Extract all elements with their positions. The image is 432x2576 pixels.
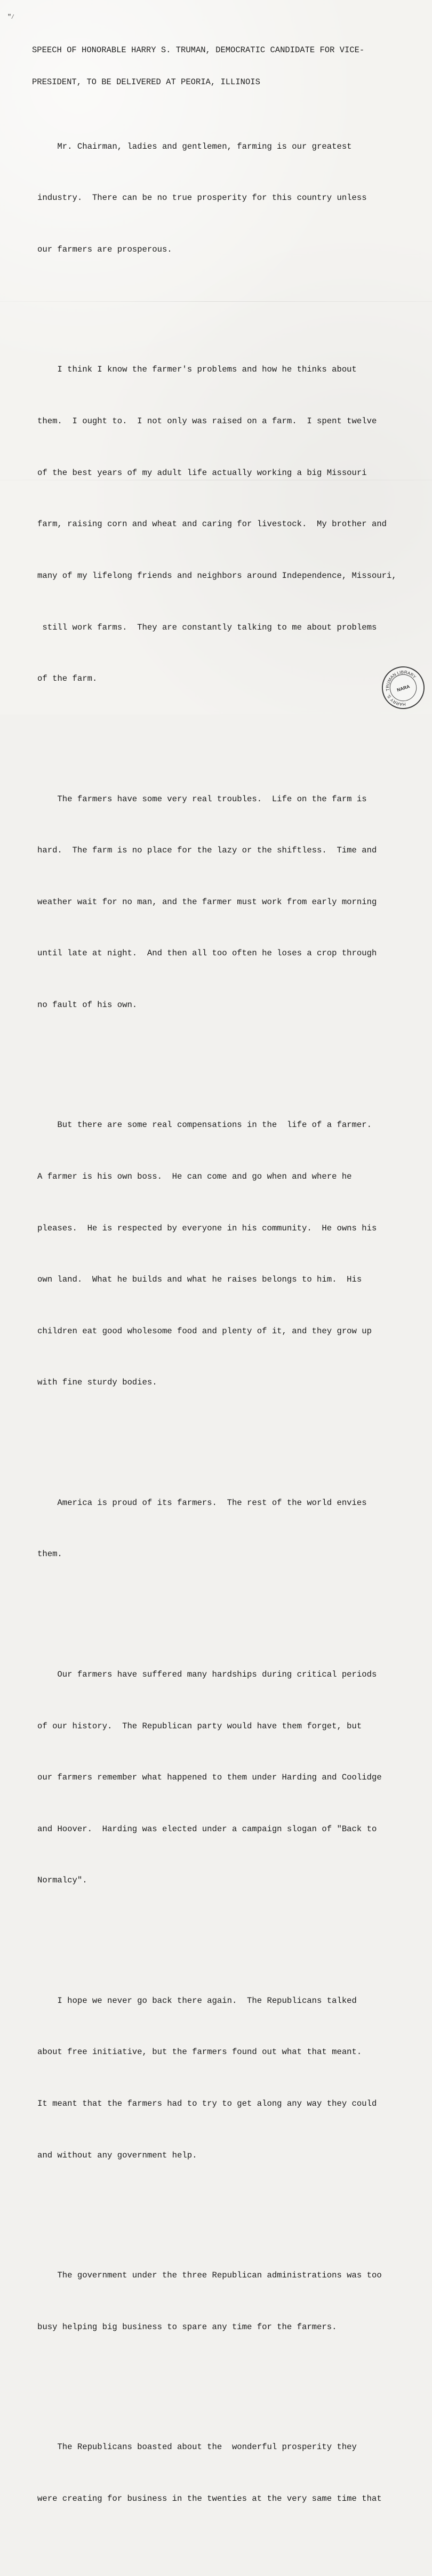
text-line: A farmer is his own boss. He can come and go when and where he xyxy=(37,1172,352,1181)
paragraph xyxy=(37,1460,411,1597)
text-line: no fault of his own. xyxy=(37,1000,138,1010)
text-line: our farmers remember what happened to them under Harding and Coolidge xyxy=(37,1773,382,1783)
text-line: and Hoover. Harding was elected under a campaign slogan of "Back to xyxy=(37,1824,377,1834)
paragraph xyxy=(37,2233,411,2370)
text-line: were creating for business in the twenties at the very same time that xyxy=(37,2493,382,2503)
paragraph xyxy=(37,1958,411,2198)
paragraph xyxy=(37,2404,411,2542)
text-line: still work farms. They are constantly talking to me about problems xyxy=(37,622,377,632)
stamp-center-text: NARA xyxy=(396,683,411,693)
text-line: and without any government help. xyxy=(37,2150,197,2160)
stamp-left-text: HARRY S. xyxy=(386,693,406,707)
text-line: of our history. The Republican party would have them forget, but xyxy=(37,1721,362,1731)
text-line: of the farm. xyxy=(37,674,98,684)
speech-title-line: PRESIDENT, TO BE DELIVERED AT PEORIA, ILLINOIS xyxy=(32,77,260,87)
text-line: them. xyxy=(37,1549,62,1559)
paragraph xyxy=(37,1082,411,1426)
text-line: The government under the three Republican administrations was too xyxy=(37,2271,382,2280)
text-line: own land. What he builds and what he raises belongs to him. His xyxy=(37,1275,362,1285)
corner-mark: "∕ xyxy=(7,13,14,21)
paragraph xyxy=(37,1631,411,1923)
text-line: them. I ought to. I not only was raised on a farm. I spent twelve xyxy=(37,416,377,426)
text-line: But there are some real compensations in the life of a farmer. xyxy=(37,1120,372,1130)
text-line: our farmers are prosperous. xyxy=(37,245,172,255)
paragraph xyxy=(37,327,411,722)
text-line: until late at night. And then all too often he loses a crop through xyxy=(37,948,377,959)
text-line: The farmers have some very real troubles. Life on the farm is xyxy=(37,794,367,804)
text-line: children eat good wholesome food and plenty of it, and they grow up xyxy=(37,1326,372,1336)
text-line: The Republicans boasted about the wonderful prosperity they xyxy=(37,2442,357,2452)
paragraph xyxy=(37,103,411,292)
text-line: of the best years of my adult life actually working a big Missouri xyxy=(37,468,367,478)
text-line: busy helping big business to spare any time for the farmers. xyxy=(37,2322,337,2332)
text-line: America is proud of its farmers. The rest of the world envies xyxy=(37,1498,367,1508)
text-line: hard. The farm is no place for the lazy or the shiftless. Time and xyxy=(37,846,377,856)
text-line: Mr. Chairman, ladies and gentlemen, farming is our greatest xyxy=(37,141,352,151)
text-line: many of my lifelong friends and neighbors around Independence, Missouri, xyxy=(37,570,397,581)
text-line: I think I know the farmer's problems and how he thinks about xyxy=(37,365,357,375)
speech-body xyxy=(37,69,411,2576)
paragraph xyxy=(37,756,411,1048)
text-line: Normalcy". xyxy=(37,1875,87,1886)
text-line: farm, raising corn and wheat and caring for livestock. My brother and xyxy=(37,519,387,529)
text-line: Our farmers have suffered many hardships during critical periods xyxy=(37,1669,377,1679)
text-line: I hope we never go back there again. The Republicans talked xyxy=(37,1995,357,2006)
speech-title-line: SPEECH OF HONORABLE HARRY S. TRUMAN, DEMOCRATIC CANDIDATE FOR VICE- xyxy=(32,45,365,55)
stamp-top-text: TRUMAN LIBRARY xyxy=(385,670,417,691)
text-line: with fine sturdy bodies. xyxy=(37,1378,157,1388)
text-line: industry. There can be no true prosperity for this country unless xyxy=(37,193,367,203)
text-line: weather wait for no man, and the farmer must work from early morning xyxy=(37,897,377,907)
text-line: pleases. He is respected by everyone in his community. He owns his xyxy=(37,1223,377,1233)
text-line: about free initiative, but the farmers found out what that meant. xyxy=(37,2047,362,2057)
text-line: It meant that the farmers had to try to get along any way they could xyxy=(37,2098,377,2108)
